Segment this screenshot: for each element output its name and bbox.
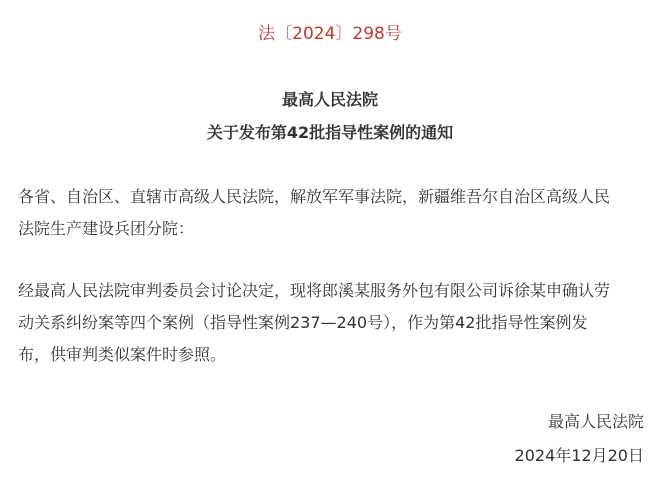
body-line: 经最高人民法院审判委员会讨论决定，现将郎溪某服务外包有限公司诉徐某申确认劳: [18, 281, 611, 300]
addressees-line: 各省、自治区、直辖市高级人民法院，解放军军事法院，新疆维吾尔自治区高级人民: [18, 187, 611, 206]
addressees-line: 法院生产建设兵团分院：: [18, 219, 195, 238]
document-number: 法〔2024〕298号: [258, 24, 402, 44]
body-paragraph: [18, 275, 644, 371]
signature: 最高人民法院: [547, 412, 644, 431]
addressees-paragraph: [18, 181, 644, 245]
body-line: 动关系纠纷案等四个案例（指导性案例237—240号），作为第42批指导性案例发: [18, 313, 588, 332]
body-line: 布，供审判类似案件时参照。: [18, 345, 227, 364]
notice-title: 关于发布第42批指导性案例的通知: [206, 123, 454, 142]
issuer-heading: 最高人民法院: [281, 90, 378, 109]
issue-date: 2024年12月20日: [514, 446, 644, 465]
